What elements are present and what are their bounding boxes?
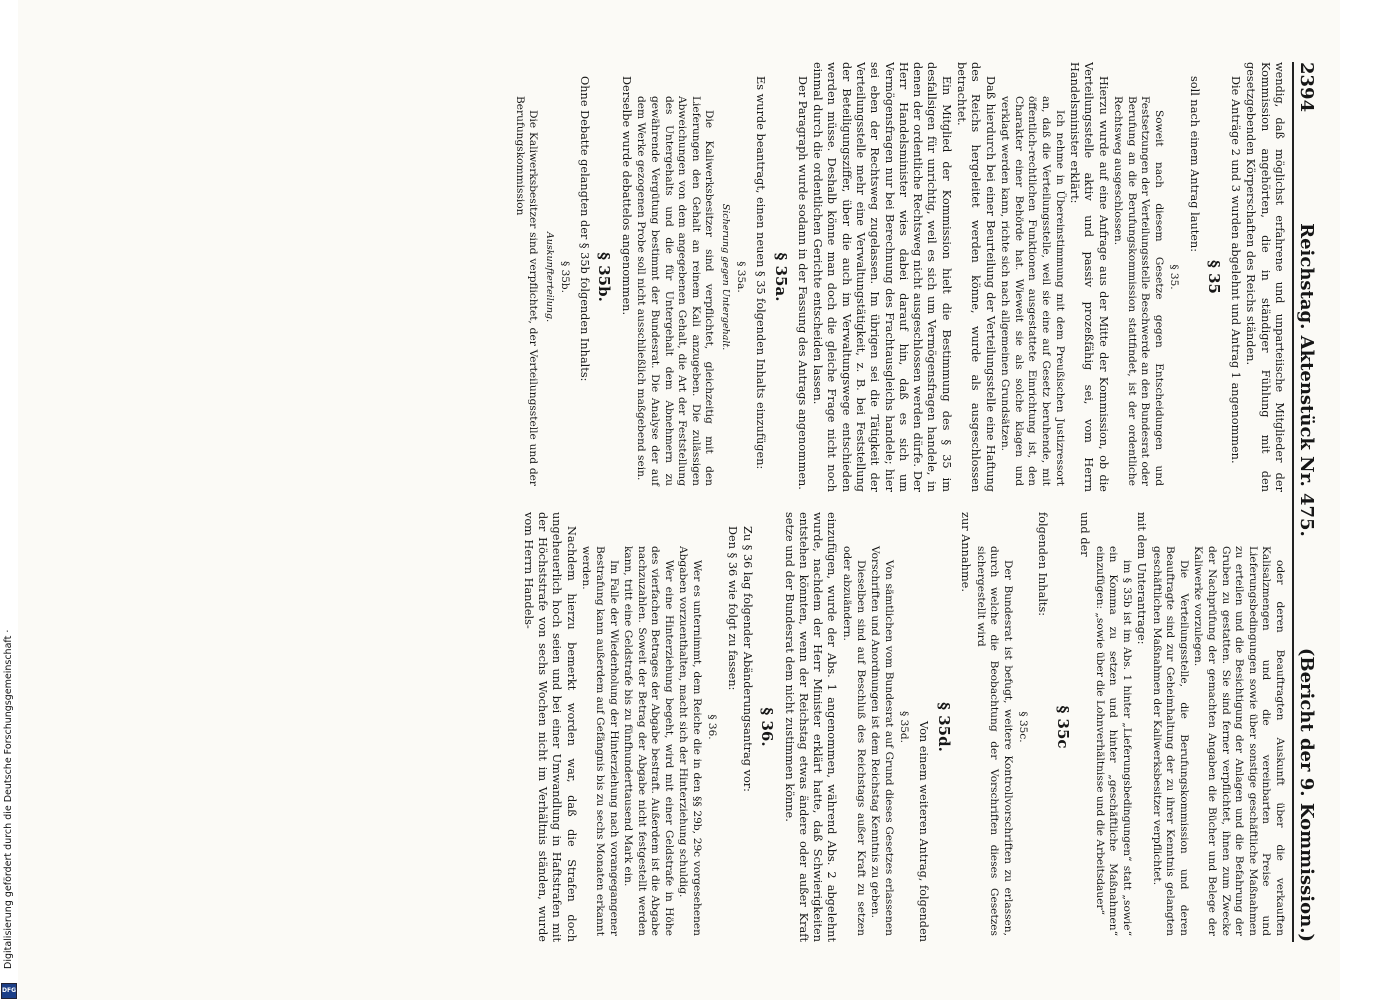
- page-number: 2394: [1296, 62, 1317, 113]
- section-heading-35b: § 35b.: [595, 252, 614, 302]
- section-subheading: § 36.: [706, 714, 719, 740]
- quoted-provision: Soweit nach diesem Gesetze gegen Entscheidungen und Festsetzungen der Verteilungsstelle Beschwerde an den Bundesrat oder Berufung an die Berufungskommission stattfindet, ist der ordentliche Rechtsweg ausgeschlossen.: [1112, 96, 1165, 486]
- left-column: [6, 62, 1286, 492]
- section-heading-35d: § 35d.: [934, 702, 953, 752]
- paragraph: mit dem Unterantrage:: [1135, 512, 1149, 645]
- paragraph: Zu § 36 lag folgender Abänderungsantrag vor:: [740, 526, 754, 792]
- paragraph: Die Anträge 2 und 3 wurden abgelehnt und Antrag 1 angenommen.: [1229, 76, 1243, 464]
- quoted-provision: Der Bundesrat ist befugt, weitere Kontrollvorschriften zu erlassen, durch welche die Beobachtung der Vorschriften dieses Gesetzes sichergestellt wird: [974, 546, 1014, 936]
- right-column: [6, 512, 1286, 942]
- paragraph: Ein Mitglied der Kommission hielt die Bestimmung des § 35 im desfallsigen für unrichtig, weil es sich um Vermögensfragen handele, in denen der ordentliche Rechtsweg nicht ausgeschlossen werden dürfe. Der Herr Handelsminister wies dabei darauf hin, daß es sich um Vermögensfragen nur bei Berechnung des Frachtausgleichs handele; hier sei eben der Rechtsweg zugelassen. Im übrigen sei die Tätigkeit der Verteilungsstelle mehr eine Verwaltungstätigkeit, z. B. bei Feststellung der Beteiligungsziffer, über die auch im Verwaltungswege entschieden werden müsse. Deshalb könne man doch die gleiche Frage nicht noch einmal durch die ordentlichen Gerichte entscheiden lassen.: [811, 62, 953, 492]
- quoted-subamendment: im § 35b ist im Abs. 1 hinter „Lieferungsbedingungen“ statt „sowie“ ein Komma zu setzen und hinter „geschäftliche Maßnahmen“ einzufügen: „sowie über die Lohnverhältnisse und die Arbeitsdauer“: [1093, 546, 1133, 936]
- digitization-sidebar: [0, 0, 18, 1000]
- section-heading-35: § 35: [1204, 260, 1223, 294]
- quoted-provision: Im Falle der Wiederholung der Hinterziehung nach vorangegangener Bestrafung kann außerdem auf Gefängnis bis zu sechs Monaten erkannt werden.: [580, 546, 620, 936]
- paragraph: Derselbe wurde debattelos angenommen.: [619, 76, 633, 316]
- section-subheading: § 35.: [1168, 264, 1181, 290]
- paragraph: Den § 36 wie folgt zu fassen:: [725, 526, 739, 691]
- section-caption: Auskunfterteilung.: [543, 231, 555, 323]
- dfg-logo: DFG: [1, 983, 17, 999]
- paragraph: und der: [1077, 512, 1091, 557]
- quoted-provision: Die Kaliwerksbesitzer sind verpflichtet, gleichzeitig mit den Lieferungen den Gehalt an reinem Kali anzugeben. Die zulässigen Abweichungen von dem angegebenen Gehalt, die Art der Feststellung des Untergehalts und die für Untergehalt dem Abnehmern zu gewährende Vergütung bestimmt der Bundesrat. Die Analyse der auf dem Werke gezogenen Probe soll nicht ausschließlich maßgebend sein.: [635, 96, 716, 486]
- section-subheading: § 35c.: [1017, 711, 1030, 743]
- quoted-provision: Die Verteilungsstelle, die Berufungskommission und deren Beauftragte sind zur Geheimhaltung der zu ihrer Kenntnis gelangten geschäftlichen Maßnahmen der Kaliwerksbesitzer verpflichtet.: [1150, 546, 1190, 936]
- quoted-statement: Ich nehme in Übereinstimmung mit dem Preußischen Justizressort an, daß die Verteilungsstelle, weil sie eine auf Gesetz beruhende, mit öffentlich-rechtlichen Funktionen ausgestattete Einrichtung ist, den Charakter einer Behörde hat. Wieweit sie als solche klagen und verklagt werden kann, richte sich nach allgemeinen Grundsätzen.: [999, 96, 1066, 486]
- page-header: [1292, 62, 1324, 942]
- section-subheading: § 35a.: [734, 261, 747, 293]
- paragraph: zur Annahme.: [959, 512, 973, 592]
- quoted-provision: oder deren Beauftragten Auskunft über die verkauften Kalisalzmengen und die vereinbarten Preise und Lieferungsbedingungen sowie über sonstige geschäftliche Maßnahmen zu erteilen und die Besichtigung der Anlagen und die Befahrung der Gruben zu gestatten. Sie sind ferner verpflichtet, ihnen zum Zwecke der Nachprüfung der gemachten Angaben die Bücher und Belege der Kaliwerke vorzulegen.: [1192, 546, 1286, 936]
- quoted-provision: Dieselben sind auf Beschluß des Reichstags außer Kraft zu setzen oder abzuändern.: [841, 546, 867, 936]
- paragraph: Von einem weiteren Antrag, folgenden: [917, 720, 931, 942]
- section-heading-35a: § 35a.: [771, 252, 790, 302]
- section-heading-35c: § 35c: [1053, 705, 1072, 749]
- digitization-credit: Digitalisierung gefördert durch die Deutsche Forschungsgemeinschaft ·: [3, 629, 14, 969]
- paragraph: soll nach einem Antrag lauten:: [1187, 76, 1201, 253]
- section-subheading: § 35d.: [898, 710, 911, 743]
- paragraph: Nachdem hierzu bemerkt worden war, daß die Strafen doch ungeheuerlich hoch seien und bei einer Umwandlung in Haftstrafen mit der Höchststrafe von sechs Wochen nicht im Verhältnis ständen, wurde vom Herrn Handels-: [521, 512, 578, 942]
- quoted-provision: Wer eine Hinterziehung begeht, wird mit einer Geldstrafe in Höhe des vierfachen Betrages der Abgabe bestraft. Außerdem ist die Abgabe nachzuzahlen. Soweit der Betrag der Abgabe nicht festgestellt werden kann, tritt eine Geldstrafe bis zu fünfhunderttausend Mark ein.: [622, 546, 675, 936]
- quoted-provision: Die Kaliwerksbesitzer sind verpflichtet, der Verteilungsstelle und der Berufungskommission: [513, 96, 540, 486]
- paragraph: Hierzu wurde auf eine Anfrage aus der Mitte der Kommission, ob die Verteilungsstelle aktiv und passiv prozeßfähig sei, vom Herrn Handelsminister erklärt:: [1067, 62, 1110, 492]
- section-subheading: § 35b.: [558, 260, 571, 293]
- page-title: Reichstag. Aktenstück Nr. 475.: [1296, 223, 1317, 537]
- quoted-provision: Von sämtlichen vom Bundesrat auf Grund dieses Gesetzes erlassenen Vorschriften und Anordnungen ist dem Reichstag Kenntnis zu geben.: [869, 546, 895, 936]
- section-caption: Sicherung gegen Untergehalt.: [719, 203, 731, 351]
- paragraph: Ohne Debatte gelangten der § 35b folgenden Inhalts:: [578, 76, 592, 382]
- page-subtitle: (Bericht der 9. Kommission.): [1296, 647, 1317, 942]
- paragraph: wendig, daß möglichst erfahrene und unparteiische Mitglieder der Kommission angehörten, die in ständiger Fühlung mit den gesetzgebenden Körperschaften des Reichs ständen.: [1244, 62, 1286, 492]
- paragraph: einzufügen, wurde der Abs. 1 angenommen, während Abs. 2 abgelehnt wurde, nachdem der Herr Minister erklärt hatte, daß Schwierigkeiten entstehen könnten, wenn der Reichstag etwas ändere oder außer Kraft setze und der Bundesrat dem nicht zustimmen könne.: [782, 512, 839, 942]
- paragraph: Es wurde beantragt, einen neuen § 35 folgenden Inhalts einzufügen:: [754, 76, 768, 470]
- quoted-provision: Wer es unternimmt, dem Reiche die in den §§ 29b, 29c vorgesehenen Abgaben vorzuenthalten, macht sich der Hinterziehung schuldig.: [677, 546, 704, 936]
- paragraph: Daß hierdurch bei einer Beurteilung der Verteilungsstelle eine Haftung des Reichs hergeleitet werden könne, wurde als ausgeschlossen betrachtet.: [955, 62, 997, 492]
- section-heading-36: § 36.: [758, 707, 777, 747]
- paragraph: folgenden Inhalts:: [1036, 512, 1050, 617]
- paragraph: Der Paragraph wurde sodann in der Fassung des Antrags angenommen.: [795, 76, 809, 490]
